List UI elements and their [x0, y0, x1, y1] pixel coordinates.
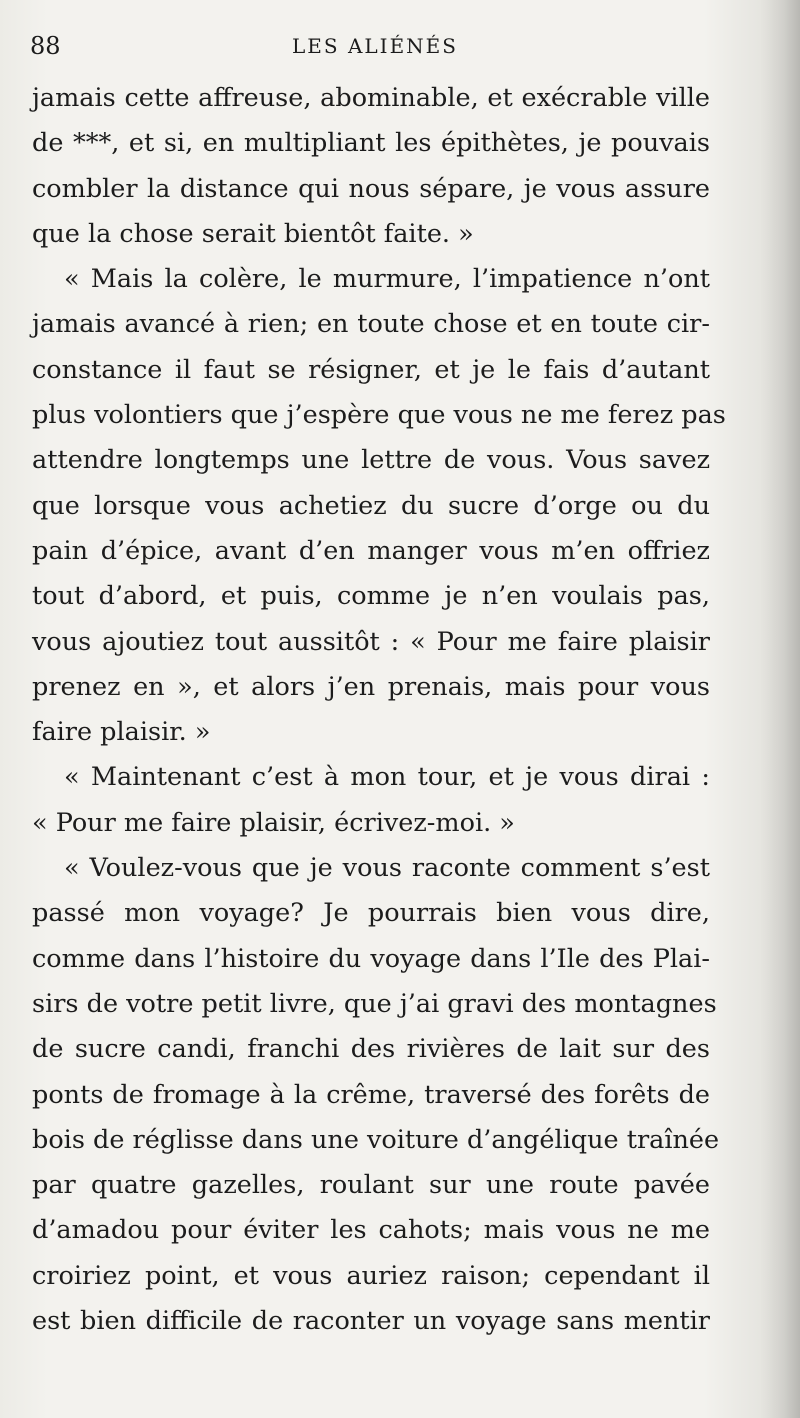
page-header	[30, 30, 720, 62]
text-line: tout d’abord, et puis, comme je n’en voulais pas,	[32, 581, 710, 612]
text-line: de sucre candi, franchi des rivières de lait sur des	[32, 1034, 710, 1065]
text-line: comme dans l’histoire du voyage dans l’Ile des Plai-	[32, 943, 710, 974]
page-number: 88	[30, 32, 61, 60]
text-line: constance il faut se résigner, et je le fais d’autant	[32, 354, 710, 385]
body-text	[32, 76, 726, 1344]
text-line: faire plaisir. »	[32, 717, 211, 748]
text-line: prenez en », et alors j’en prenais, mais pour vous	[32, 671, 710, 702]
text-line: est bien difficile de raconter un voyage sans mentir	[32, 1306, 710, 1337]
text-line: que lorsque vous achetiez du sucre d’orge ou du	[32, 490, 710, 521]
text-line: d’amadou pour éviter les cahots; mais vous ne me	[32, 1215, 710, 1246]
text-line: plus volontiers que j’espère que vous ne me ferez pas	[32, 400, 726, 431]
text-line: attendre longtemps une lettre de vous. Vous savez	[32, 445, 710, 476]
text-line: sirs de votre petit livre, que j’ai gravi des montagnes	[32, 988, 717, 1019]
text-line: « Voulez-vous que je vous raconte comment s’est	[64, 853, 710, 884]
text-line: par quatre gazelles, roulant sur une route pavée	[32, 1170, 710, 1201]
text-line: combler la distance qui nous sépare, je vous assure	[32, 173, 710, 204]
text-line: passé mon voyage? Je pourrais bien vous dire,	[32, 898, 710, 929]
text-line: pain d’épice, avant d’en manger vous m’en offriez	[32, 535, 710, 566]
text-line: vous ajoutiez tout aussitôt : « Pour me faire plaisir	[32, 626, 710, 657]
running-head: LES ALIÉNÉS	[292, 34, 458, 58]
text-line: « Pour me faire plaisir, écrivez-moi. »	[32, 807, 515, 838]
spine-shadow	[760, 0, 800, 1418]
text-line: bois de réglisse dans une voiture d’angélique traînée	[32, 1124, 720, 1155]
text-line: jamais avancé à rien; en toute chose et en toute cir-	[32, 309, 710, 340]
text-line: croiriez point, et vous auriez raison; cependant il	[32, 1260, 710, 1291]
text-line: jamais cette affreuse, abominable, et exécrable ville	[32, 83, 710, 113]
text-line: « Mais la colère, le murmure, l’impatience n’ont	[64, 264, 710, 295]
text-line: « Maintenant c’est à mon tour, et je vous dirai :	[64, 762, 710, 793]
text-line: que la chose serait bientôt faite. »	[32, 218, 474, 249]
text-line: de ***, et si, en multipliant les épithètes, je pouvais	[32, 128, 710, 159]
text-line: ponts de fromage à la crême, traversé des forêts de	[32, 1079, 710, 1110]
